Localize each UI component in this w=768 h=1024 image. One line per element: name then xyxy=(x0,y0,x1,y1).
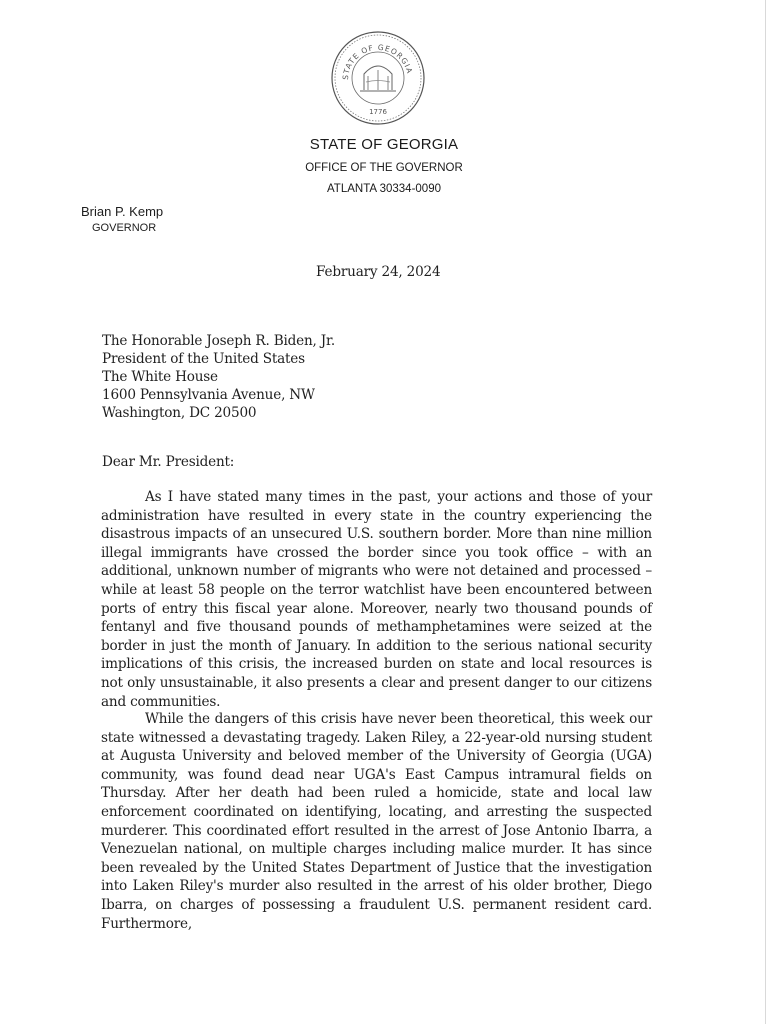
letter-date: February 24, 2024 xyxy=(316,264,441,280)
letterhead-state: STATE OF GEORGIA xyxy=(309,136,459,153)
seal-inscription: STATE OF GEORGIA xyxy=(340,42,415,81)
page-edge xyxy=(765,0,766,1024)
salutation: Dear Mr. President: xyxy=(102,454,235,470)
governor-title: GOVERNOR xyxy=(92,222,157,234)
letterhead-city: ATLANTA 30334-0090 xyxy=(326,183,441,195)
body-paragraph: While the dangers of this crisis have never been theoretical, this week our state witnessed a devastating tragedy. Laken Riley, a 22-year-old nursing student at Augusta University and beloved member of the University of Georgia (UGA) community, was found dead near UGA's East Campus intramural fields on Thursday. After her death had been ruled a homicide, state and local law enforcement coordinated on identifying, locating, and arresting the suspected murderer. This coordinated effort resulted in the arrest of Jose Antonio Ibarra, a Venezuelan national, on multiple charges including malice murder. It has since been revealed by the United States Department of Justice that the investigation into Laken Riley's murder also resulted in the arrest of his older brother, Diego Ibarra, on charges of possessing a fraudulent U.S. permanent resident card. Furthermore, xyxy=(101,711,652,932)
recipient-line: President of the United States xyxy=(102,351,305,367)
seal-year: 1776 xyxy=(369,108,387,116)
recipient-line: The Honorable Joseph R. Biden, Jr. xyxy=(102,333,335,349)
governor-name: Brian P. Kemp xyxy=(81,204,164,219)
recipient-line: The White House xyxy=(102,369,218,385)
recipient-line: 1600 Pennsylvania Avenue, NW xyxy=(102,387,315,403)
state-seal-icon xyxy=(330,30,426,126)
letterhead-office: OFFICE OF THE GOVERNOR xyxy=(305,162,463,174)
body-paragraph: As I have stated many times in the past, your actions and those of your administration have resulted in every state in the country experiencing the disastrous impacts of an unsecured U.S. southern border. More than nine million illegal immigrants have crossed the border since you took office – with an additional, unknown number of migrants who were not detained and processed – while at least 58 people on the terror watchlist have been encountered between ports of entry this fiscal year alone. Moreover, nearly two thousand pounds of fentanyl and five thousand pounds of methamphetamines were seized at the border in just the month of January. In addition to the serious national security implications of this crisis, the increased burden on state and local resources is not only unsustainable, it also presents a clear and present danger to our citizens and communities. xyxy=(101,489,652,710)
recipient-line: Washington, DC 20500 xyxy=(102,405,257,421)
